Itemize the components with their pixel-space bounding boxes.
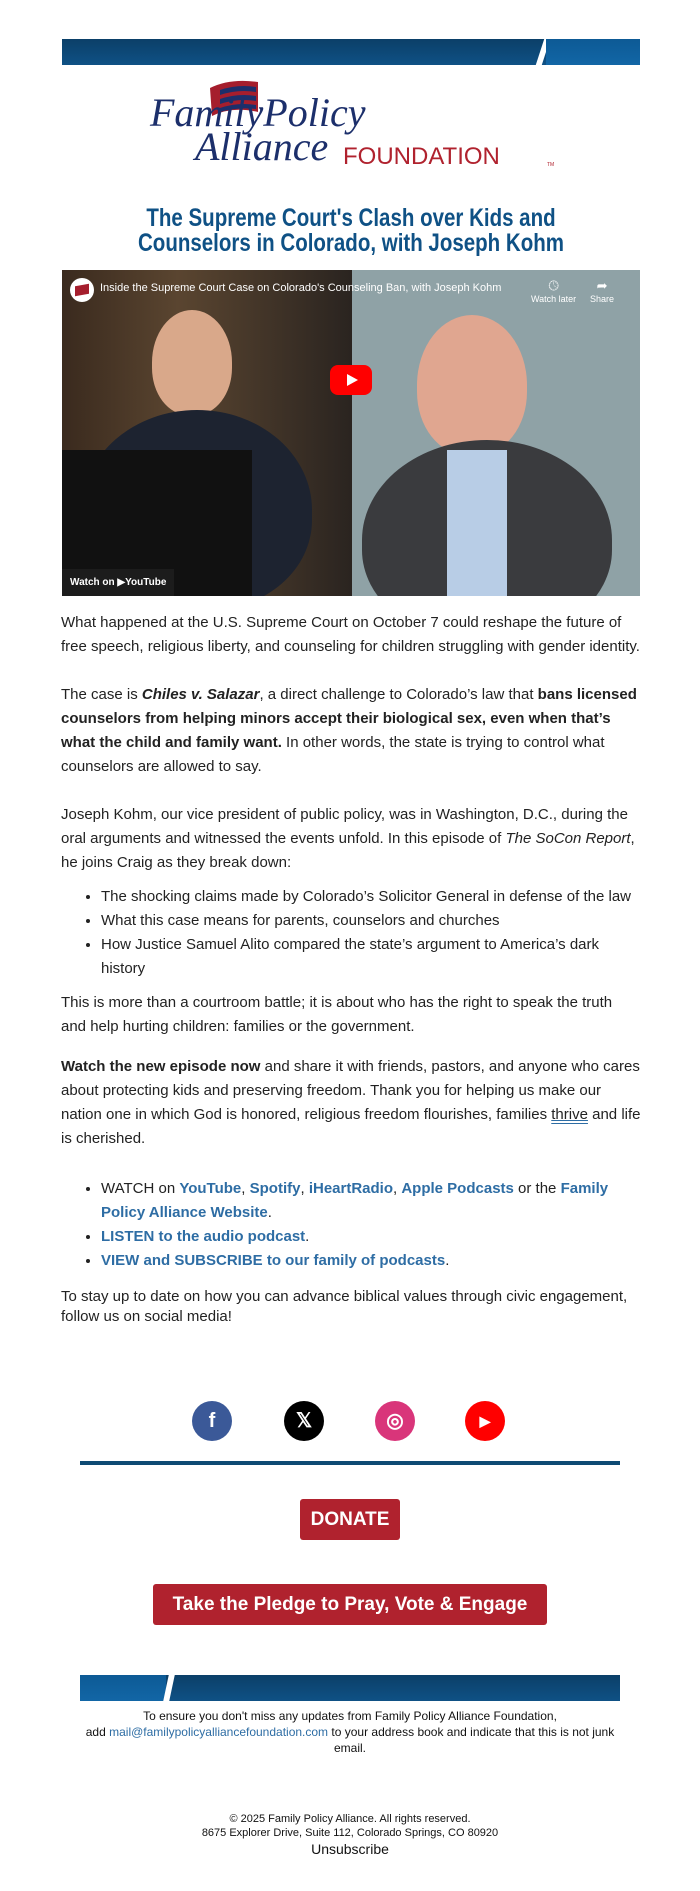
video-title[interactable]: Inside the Supreme Court Case on Colorado's Counseling Ban, with Joseph Kohm xyxy=(100,282,502,294)
instagram-icon[interactable]: ◎ xyxy=(375,1401,415,1441)
play-button[interactable] xyxy=(330,365,372,395)
logo-text-foundation: FOUNDATION xyxy=(343,143,500,170)
social-links xyxy=(0,1401,700,1441)
listen-link[interactable]: LISTEN to the audio podcast xyxy=(101,1228,306,1245)
list-item: • What this case means for parents, counselors and churches xyxy=(101,909,641,933)
paragraph: What happened at the U.S. Supreme Court on October 7 could reshape the future of free speech, religious liberty, and counseling for children struggling with gender identity. xyxy=(61,614,640,655)
paragraph: The case is Chiles v. Salazar, a direct challenge to Colorado’s law that bans licensed counselors from helping minors accept their biological sex, even when that’s what the child and family want. In other words, the state is trying to control what counselors are allowed to say. xyxy=(61,686,637,775)
iheartradio-link[interactable]: iHeartRadio xyxy=(308,1180,393,1197)
logo-trademark: TM xyxy=(547,162,555,168)
list-item: • How Justice Samuel Alito compared the state’s argument to America’s dark history xyxy=(101,933,641,981)
podcast-links xyxy=(101,1177,641,1273)
thrive-link[interactable]: thrive xyxy=(551,1106,588,1123)
page-title: The Supreme Court's Clash over Kids and Counselors in Colorado, with Joseph Kohm xyxy=(138,204,564,257)
paragraph: To stay up to date on how you can advance biblical values through civic engagement, follow us on social media! xyxy=(61,1288,628,1325)
paragraph: Joseph Kohm, our vice president of public policy, was in Washington, D.C., during the oral arguments and witnessed the events unfold. In this episode of The SoCon Report, he joins Craig as they break down: xyxy=(61,806,635,871)
share-button[interactable]: ➦ Share xyxy=(590,278,615,304)
clock-icon: 🕓︎ xyxy=(548,278,559,293)
list-item: • LISTEN to the audio podcast. xyxy=(101,1225,641,1249)
video-thumbnail-left xyxy=(62,270,352,596)
list-item: • VIEW and SUBSCRIBE to our family of podcasts. xyxy=(101,1249,641,1273)
x-icon[interactable]: 𝕏 xyxy=(284,1401,324,1441)
video-embed[interactable] xyxy=(62,270,640,596)
article-body xyxy=(61,611,641,1351)
list-item: • The shocking claims made by Colorado’s Solicitor General in defense of the law xyxy=(101,885,641,909)
take-pledge-button[interactable]: Take the Pledge to Pray, Vote & Engage xyxy=(153,1584,547,1625)
topic-list xyxy=(101,885,641,981)
website-link[interactable]: Family Policy Alliance Website xyxy=(101,1180,609,1221)
unsubscribe-link[interactable]: Unsubscribe xyxy=(311,1841,389,1857)
video-thumbnail-right xyxy=(352,270,640,596)
logo-text-family-policy: FamilyPolicy xyxy=(150,90,366,135)
youtube-link[interactable]: YouTube xyxy=(179,1180,242,1197)
footer-notice: To ensure you don't miss any updates from Family Policy Alliance Foundation, add mail@familypolicyalliancefoundation.com to your address book and indicate that this is not junk email. xyxy=(85,1709,615,1755)
logo-text-alliance: Alliance xyxy=(195,124,329,169)
watch-later-button[interactable]: 🕓︎ Watch later xyxy=(531,278,577,304)
facebook-icon[interactable]: f xyxy=(192,1401,232,1441)
watch-on-youtube-button[interactable]: Watch on ▶YouTube xyxy=(62,569,174,596)
address: 8675 Explorer Drive, Suite 112, Colorado Springs, CO 80920 xyxy=(201,1827,499,1839)
list-item: • WATCH on YouTube, Spotify, iHeartRadio, Apple Podcasts or the Family Policy Alliance Website. xyxy=(101,1177,641,1225)
paragraph: Watch the new episode now and share it with friends, pastors, and anyone who cares about protecting kids and preserving freedom. Thank you for helping us make our nation one in which God is honored, religious freedom flourishes, families thrive and life is cherished. xyxy=(61,1058,641,1147)
youtube-icon[interactable]: ▶ xyxy=(465,1401,505,1441)
copyright: © 2025 Family Policy Alliance. All rights reserved. xyxy=(229,1813,471,1825)
paragraph: This is more than a courtroom battle; it is about who has the right to speak the truth and help hurting children: families or the government. xyxy=(61,994,613,1035)
donate-button[interactable]: DONATE xyxy=(300,1499,400,1540)
youtube-logo-icon: ▶ xyxy=(117,577,126,588)
share-icon: ➦ xyxy=(596,278,608,293)
divider xyxy=(80,1461,620,1465)
family-policy-alliance-logo[interactable] xyxy=(150,72,560,187)
view-subscribe-link[interactable]: VIEW and SUBSCRIBE to our family of podcasts xyxy=(101,1252,446,1269)
footer-banner xyxy=(80,1675,620,1701)
spotify-link[interactable]: Spotify xyxy=(249,1180,301,1197)
header-banner xyxy=(62,39,640,65)
channel-avatar[interactable] xyxy=(70,278,94,302)
email-link[interactable]: mail@familypolicyalliancefoundation.com xyxy=(109,1725,329,1739)
apple-podcasts-link[interactable]: Apple Podcasts xyxy=(401,1180,514,1197)
footer-legal xyxy=(0,1812,700,1858)
